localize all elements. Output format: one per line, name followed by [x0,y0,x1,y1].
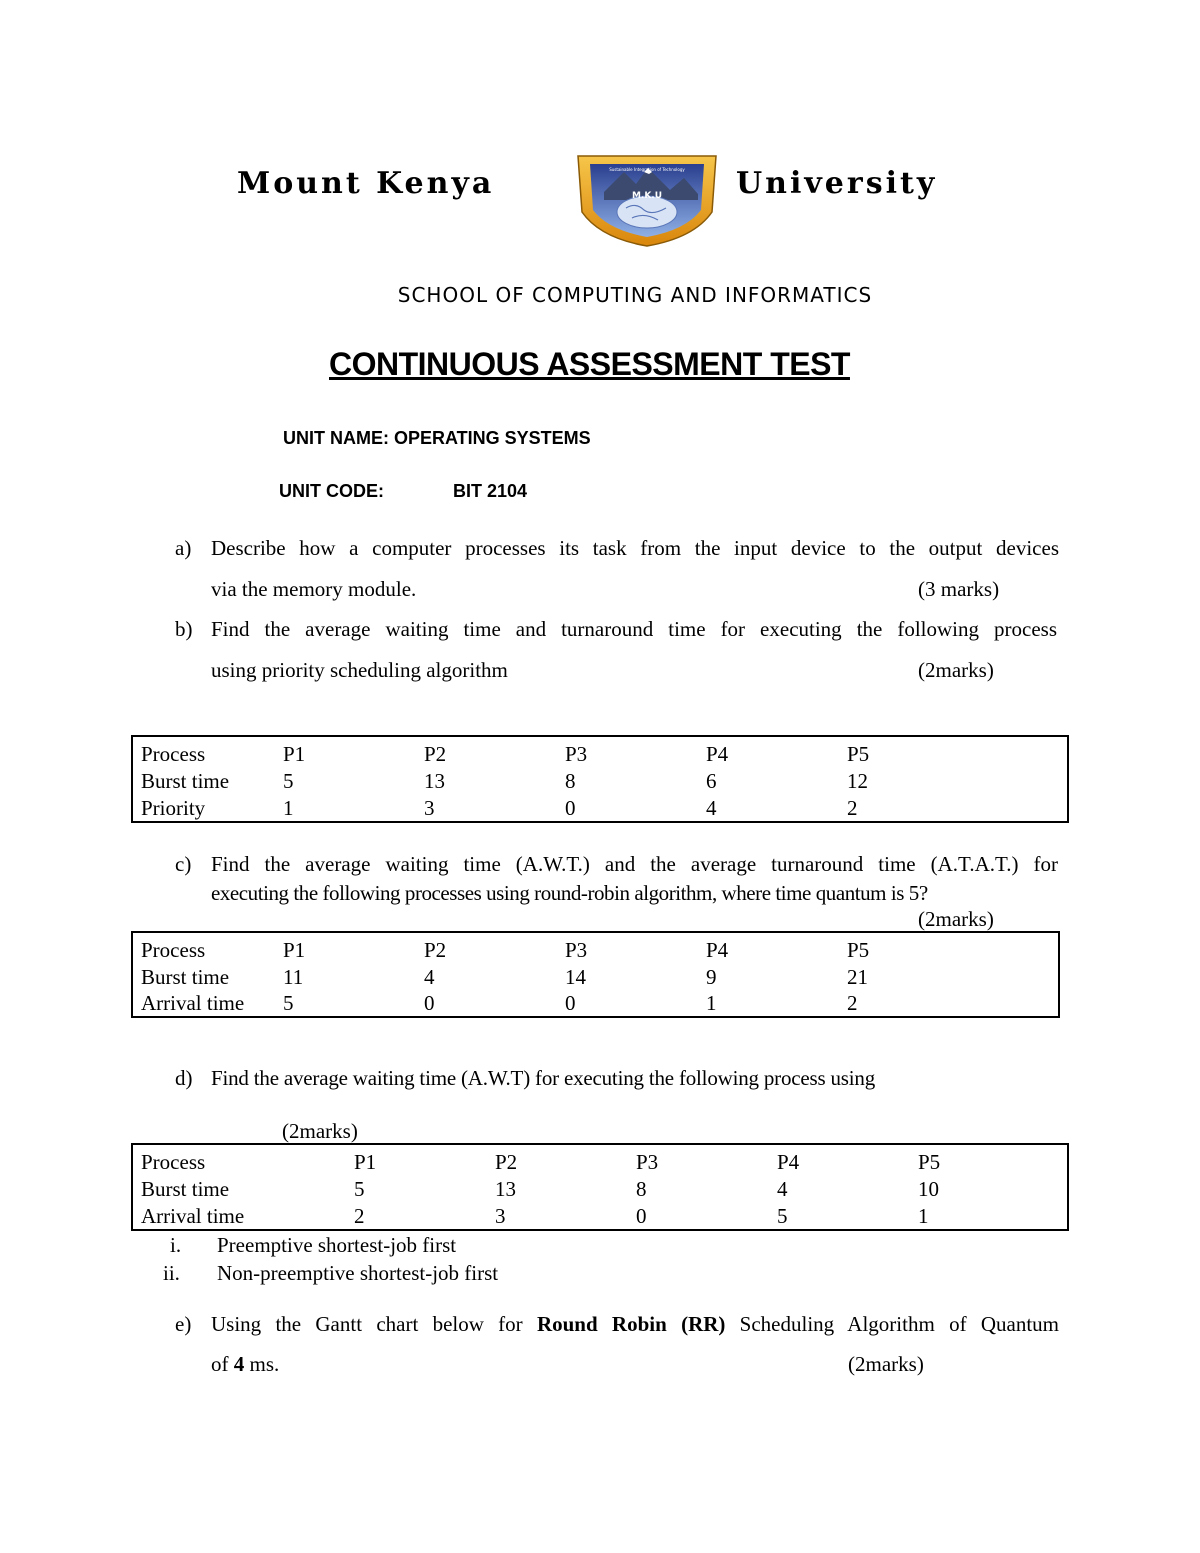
svg-text:Sustainable Integration of Tec: Sustainable Integration of Technology [609,167,685,172]
table-cell: P1 [283,938,306,962]
table-cell: 8 [636,1177,647,1201]
table-cell: P1 [354,1150,377,1174]
table-cell: 5 [283,769,294,793]
table-cell: P5 [918,1150,941,1174]
table-cell: Burst time [141,1177,230,1201]
table-cell: P5 [847,938,870,962]
unit-code-value: BIT 2104 [453,481,528,501]
round-robin-table [131,931,1060,1018]
question-e-text: Scheduling Algorithm of Quantum [725,1312,1060,1336]
table-cell: 10 [918,1177,939,1201]
question-c-marks: (2marks) [918,907,994,931]
table-cell: 12 [847,769,868,793]
table-cell: P3 [565,938,588,962]
table-cell: Arrival time [141,1204,245,1228]
table-cell: 3 [495,1204,506,1228]
table-cell: 2 [847,991,858,1015]
table-cell: 5 [283,991,294,1015]
subitem-i-label: i. [170,1233,182,1257]
subitem-ii-text: Non-preemptive shortest-job first [217,1261,499,1285]
table-cell: Priority [141,796,206,820]
table-row [133,1176,1067,1202]
table-cell: P1 [283,742,306,766]
question-e-label: e) [175,1312,192,1336]
brand-left: Mount Kenya [237,166,495,201]
table-cell: P5 [847,742,870,766]
table-cell: P3 [636,1150,659,1174]
question-e-line2 [211,1352,279,1376]
table-cell: P4 [706,742,729,766]
table-row [133,990,1058,1016]
table-row [133,741,1067,767]
table-row [133,964,1058,990]
question-d-label: d) [175,1066,193,1090]
question-d-marks: (2marks) [282,1119,358,1143]
table-cell: Burst time [141,769,230,793]
table-cell: P4 [777,1150,800,1174]
question-b-line2: using priority scheduling algorithm [211,658,508,682]
table-row [133,1149,1067,1175]
question-c-line1: Find the average waiting time (A.W.T.) and the average turnaround time (A.T.A.T.) for [211,852,1058,876]
table-cell: 13 [495,1177,516,1201]
table-cell: 4 [777,1177,788,1201]
table-cell: Burst time [141,965,230,989]
table-cell: 0 [565,796,576,820]
university-logo-icon [574,152,720,248]
subitem-i-text: Preemptive shortest-job first [217,1233,457,1257]
unit-code-label: UNIT CODE: [279,481,384,501]
table-cell: 9 [706,965,717,989]
table-cell: Process [141,742,206,766]
question-e-text: ms. [244,1352,280,1376]
table-cell: 4 [424,965,435,989]
table-cell: Process [141,1150,206,1174]
table-cell: 3 [424,796,435,820]
table-cell: P2 [424,938,447,962]
question-b-line1: Find the average waiting time and turnaround time for executing the following process [211,617,1057,641]
question-b-marks: (2marks) [918,658,994,682]
question-e-line1 [211,1312,1059,1336]
table-cell: P3 [565,742,588,766]
table-row [133,768,1067,794]
table-cell: Process [141,938,206,962]
table-cell: P4 [706,938,729,962]
priority-table [131,735,1069,823]
table-cell: 2 [847,796,858,820]
table-cell: 13 [424,769,445,793]
question-a-line1: Describe how a computer processes its task from the input device to the output devices [211,536,1059,560]
table-cell: 0 [424,991,435,1015]
table-cell: 8 [565,769,576,793]
question-b-label: b) [175,617,193,641]
table-cell: P2 [495,1150,518,1174]
question-c-label: c) [175,852,192,876]
svg-text:M.K.U: M.K.U [631,191,663,201]
question-a-marks: (3 marks) [918,577,1000,601]
subitem-ii-label: ii. [163,1261,180,1285]
table-cell: 5 [777,1204,788,1228]
question-a-label: a) [175,536,192,560]
question-d-line1: Find the average waiting time (A.W.T) for executing the following process using [211,1066,876,1090]
page-title: CONTINUOUS ASSESSMENT TEST [329,346,850,382]
table-cell: 0 [565,991,576,1015]
unit-name: UNIT NAME: OPERATING SYSTEMS [283,428,591,448]
table-cell: 14 [565,965,586,989]
question-e-text: of [211,1352,234,1376]
sjf-table [131,1143,1069,1231]
brand-right: University [736,166,938,201]
question-e-bold: Round Robin (RR) [536,1312,726,1336]
table-cell: P2 [424,742,447,766]
table-cell: Arrival time [141,991,245,1015]
table-row [133,1203,1067,1229]
table-cell: 1 [706,991,717,1015]
school-name: SCHOOL OF COMPUTING AND INFORMATICS [397,283,873,307]
table-cell: 2 [354,1204,365,1228]
table-cell: 21 [847,965,868,989]
table-row [133,795,1067,821]
table-cell: 4 [706,796,717,820]
table-cell: 6 [706,769,717,793]
question-a-line2: via the memory module. [211,577,417,601]
table-cell: 1 [283,796,294,820]
table-cell: 1 [918,1204,929,1228]
question-c-line2: executing the following processes using round-robin algorithm, where time quantum is 5? [211,881,928,905]
question-e-text: Using the Gantt chart below for [211,1312,537,1336]
question-e-bold: 4 [233,1352,245,1376]
question-e-marks: (2marks) [848,1352,924,1376]
table-cell: 0 [636,1204,647,1228]
table-cell: 11 [283,965,304,989]
table-row [133,937,1058,963]
table-cell: 5 [354,1177,365,1201]
